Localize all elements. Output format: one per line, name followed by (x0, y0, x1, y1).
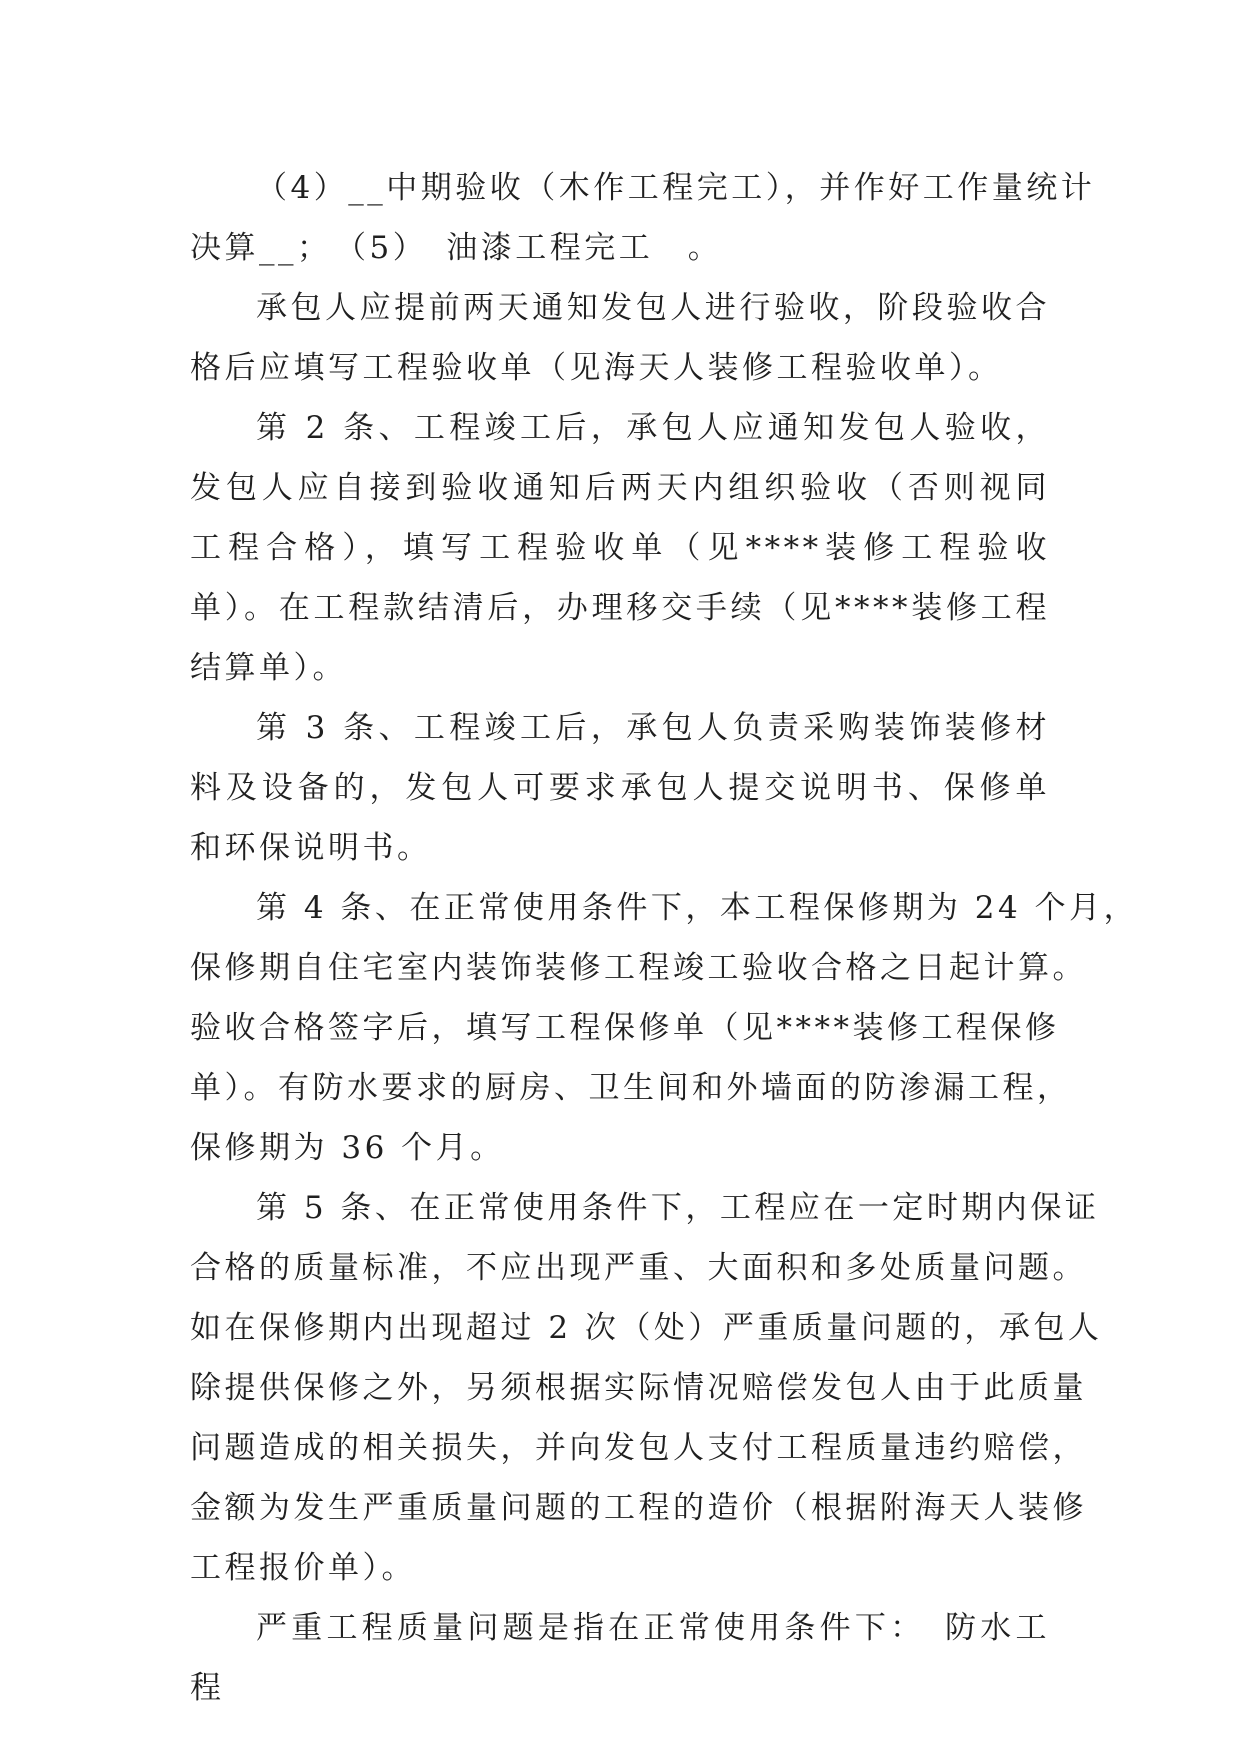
text-line: 如在保修期内出现超过 2 次（处）严重质量问题的，承包人 (190, 1310, 1103, 1346)
text-line: 金额为发生严重质量问题的工程的造价（根据附海天人装修 (190, 1490, 1087, 1526)
text-line: 保修期为 36 个月。 (190, 1130, 505, 1166)
paragraph-article-4 (190, 878, 1139, 1178)
text-line: 工程报价单）。 (190, 1550, 416, 1586)
text-line: 问题造成的相关损失，并向发包人支付工程质量违约赔偿， (190, 1430, 1087, 1466)
paragraph-acceptance-stages (190, 158, 1096, 278)
paragraph-stage-acceptance-notice: 承包人应提前两天通知发包人进行验收，阶段验收合格后应填写工程验收单（见海天人装修工程验收单）。 (190, 290, 1050, 386)
paragraph-article-3: 第 3 条、工程竣工后，承包人负责采购装饰装修材料及设备的，发包人可要求承包人提交说明书、保修单和环保说明书。 (190, 710, 1050, 866)
text-line: 合格的质量标准，不应出现严重、大面积和多处质量问题。 (190, 1250, 1087, 1286)
text-line: 第 5 条、在正常使用条件下，工程应在一定时期内保证 (256, 1190, 1100, 1226)
document-body (190, 158, 1139, 1718)
paragraph-article-2: 第 2 条、工程竣工后，承包人应通知发包人验收，发包人应自接到验收通知后两天内组织验收（否则视同工程合格），填写工程验收单（见****装修工程验收单）。在工程款结清后，办理移交手续（见****装修工程结算单）。 (190, 410, 1050, 686)
paragraph-article-5 (190, 1178, 1103, 1598)
text-line: 保修期自住宅室内装饰装修工程竣工验收合格之日起计算。 (190, 950, 1087, 986)
text-line: 除提供保修之外，另须根据实际情况赔偿发包人由于此质量 (190, 1370, 1087, 1406)
text-line: 验收合格签字后，填写工程保修单（见****装修工程保修 (190, 1010, 1060, 1046)
text-line: 单）。有防水要求的厨房、卫生间和外墙面的防渗漏工程， (190, 1070, 1072, 1106)
text-line: （4）__中期验收（木作工程完工），并作好工作量统计 (256, 170, 1096, 206)
paragraph-serious-quality-definition: 严重工程质量问题是指在正常使用条件下： 防水工程 (190, 1610, 1050, 1706)
text-line: 第 4 条、在正常使用条件下，本工程保修期为 24 个月， (256, 890, 1139, 926)
text-line: 决算__； （5） 油漆工程完工 。 (190, 230, 723, 266)
